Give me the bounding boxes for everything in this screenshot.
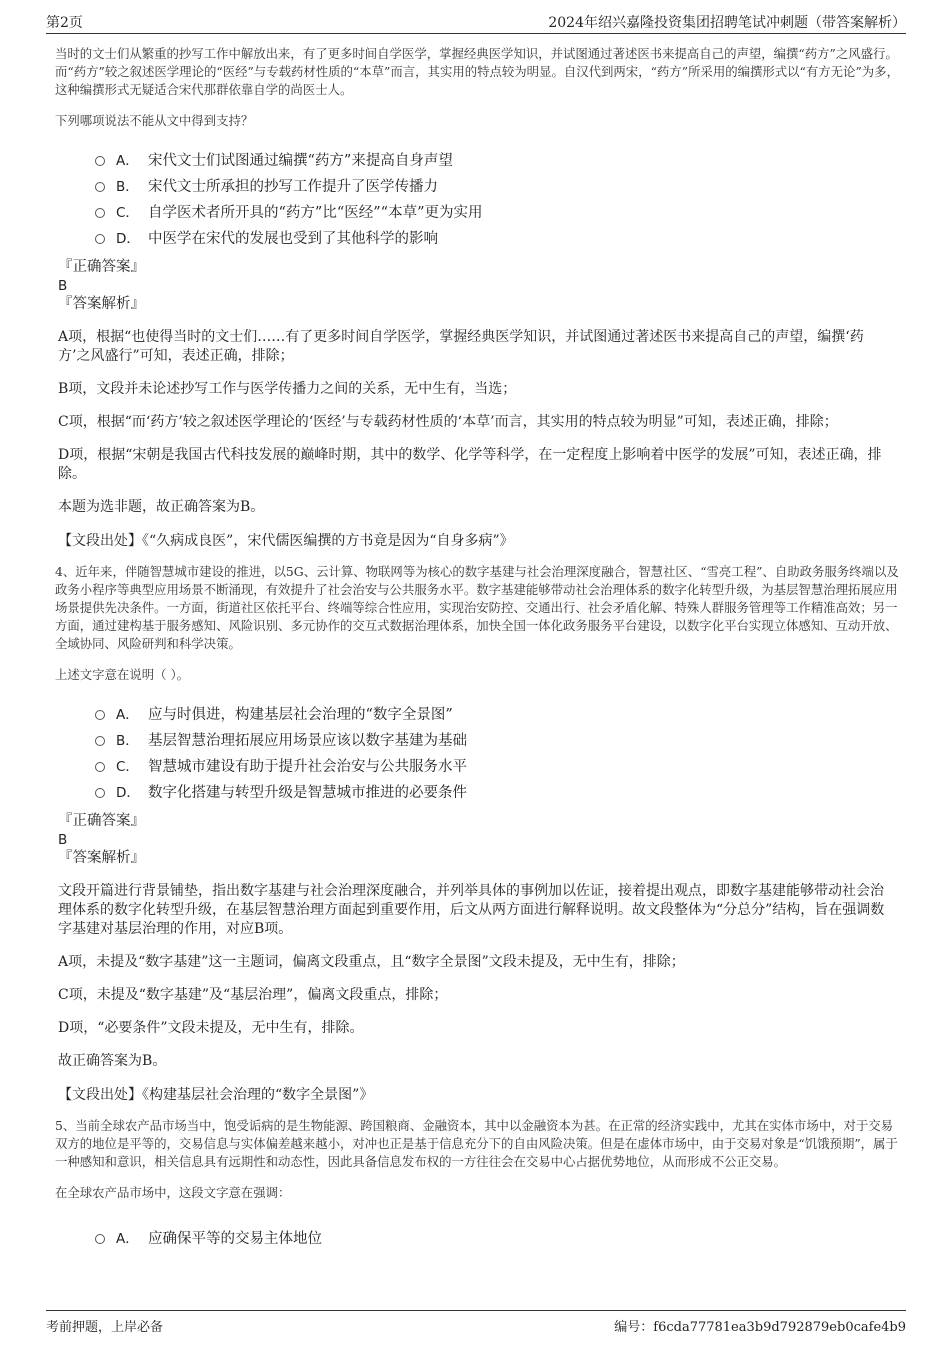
radio-icon[interactable]: [95, 234, 105, 244]
radio-icon[interactable]: [95, 762, 105, 772]
q3-analysis-b: B项，文段并未论述抄写工作与医学传播力之间的关系，无中生有，当选；: [58, 381, 517, 397]
q4-analysis-a: A项，未提及“数字基建”这一主题词，偏离文段重点，且“数字全景图”文段未提及，无中生有，排除；: [58, 954, 685, 970]
page-footer: [0, 1306, 950, 1345]
q4-analysis-main: 文段开篇进行背景铺垫，指出数字基建与社会治理深度融合，并列举具体的事例加以佐证，接着提出观点，即数字基建能够带动社会治理体系的数字化转型升级，在基层智慧治理方面起到重要作用，后文从两方面进行解释说明。故文段整体为“分总分”结构，旨在强调数字基建对基层治理的作用，对应B项。: [58, 883, 885, 937]
q3-question: 下列哪项说法不能从文中得到支持？: [55, 113, 254, 128]
q4-analysis-c: C项，未提及“数字基建”及“基层治理”，偏离文段重点，排除；: [58, 987, 448, 1003]
q3-options: [95, 146, 905, 250]
q3-option-a[interactable]: A． 宋代文士们试图通过编撰“药方”来提高自身声望: [95, 146, 905, 172]
q4-source: 【文段出处】《构建基层社会治理的“数字全景图”》: [58, 1087, 374, 1103]
radio-icon[interactable]: [95, 736, 105, 746]
q3-source: 【文段出处】《“久病成良医”，宋代儒医编撰的方书竟是因为“自身多病”》: [58, 533, 514, 549]
page-header: [0, 0, 950, 38]
radio-icon[interactable]: [95, 1234, 105, 1244]
q4-question: 上述文字意在说明（ ）。: [55, 667, 190, 682]
q4-passage: 4、近年来，伴随智慧城市建设的推进，以5G、云计算、物联网等为核心的数字基建与社会治理深度融合，智慧社区、“雪亮工程”、自助政务服务终端以及政务小程序等典型应用场景不断涌现，有效提升了社会治安与公共服务水平。数字基建能够带动社会治理体系的数字化转型升级，为基层智慧治理拓展应用场景提供先决条件。一方面，街道社区依托平台、终端等综合性应用，实现治安防控、交通出行、社会矛盾化解、特殊人群服务管理等工作精准高效；另一方面，通过建构基于服务感知、风险识别、多元协作的交互式数据治理体系，加快全国一体化政务服务平台建设，以数字化平台实现立体感知、互动开放、全域协同、风险研判和科学决策。: [55, 564, 899, 651]
q4-option-c[interactable]: C． 智慧城市建设有助于提升社会治安与公共服务水平: [95, 752, 905, 778]
q5-option-a[interactable]: A． 应确保平等的交易主体地位: [95, 1224, 905, 1250]
q5-options: [95, 1224, 905, 1250]
q4-analysis-label: 『答案解析』: [58, 850, 145, 866]
radio-icon[interactable]: [95, 788, 105, 798]
q3-correct-answer-label: 『正确答案』: [58, 259, 145, 275]
q3-option-c[interactable]: C． 自学医术者所开具的“药方”比“医经”“本草”更为实用: [95, 198, 905, 224]
document-id: 编号：f6cda77781ea3b9d792879eb0cafe4b9: [614, 1320, 906, 1335]
q3-analysis-conclusion: 本题为选非题，故正确答案为B。: [58, 499, 265, 515]
q3-analysis-label: 『答案解析』: [58, 296, 145, 312]
radio-icon[interactable]: [95, 156, 105, 166]
q3-correct-answer: B: [58, 278, 68, 294]
q3-analysis-a: A项，根据“也使得当时的文士们……有了更多时间自学医学，掌握经典医学知识，并试图通过著述医书来提高自己的声望，编撰‘药方’之风盛行”可知，表述正确，排除；: [58, 329, 864, 364]
document-title: 2024年绍兴嘉隆投资集团招聘笔试冲刺题（带答案解析）: [548, 15, 906, 31]
q4-analysis-conclusion: 故正确答案为B。: [58, 1053, 167, 1069]
radio-icon[interactable]: [95, 208, 105, 218]
q3-analysis-c: C项，根据“而‘药方’较之叙述医学理论的‘医经’与专载药材性质的‘本草’而言，其实用的特点较为明显”可知，表述正确，排除；: [58, 414, 838, 430]
q3-option-d[interactable]: D． 中医学在宋代的发展也受到了其他科学的影响: [95, 224, 905, 250]
q3-analysis-d: D项，根据“宋朝是我国古代科技发展的巅峰时期，其中的数学、化学等科学，在一定程度上影响着中医学的发展”可知，表述正确，排除。: [58, 447, 882, 482]
q3-option-b[interactable]: B． 宋代文士所承担的抄写工作提升了医学传播力: [95, 172, 905, 198]
document-body: [55, 45, 905, 1258]
q4-options: [95, 700, 905, 804]
q4-correct-answer-label: 『正确答案』: [58, 813, 145, 829]
page-number: 第2页: [46, 15, 83, 31]
q5-question: 在全球农产品市场中，这段文字意在强调：: [55, 1185, 291, 1200]
q4-option-a[interactable]: A． 应与时俱进，构建基层社会治理的“数字全景图”: [95, 700, 905, 726]
radio-icon[interactable]: [95, 710, 105, 720]
q3-passage: 当时的文士们从繁重的抄写工作中解放出来，有了更多时间自学医学，掌握经典医学知识，并试图通过著述医书来提高自己的声望，编撰“药方”之风盛行。而“药方”较之叙述医学理论的“医经”与专载药材性质的“本草”而言，其实用的特点较为明显。自汉代到两宋，“药方”所采用的编撰形式以“有方无论”为多，这种编撰形式无疑适合宋代那群依靠自学的尚医士人。: [55, 46, 899, 97]
q4-analysis-d: D项，“必要条件”文段未提及，无中生有，排除。: [58, 1020, 364, 1036]
q4-correct-answer: B: [58, 832, 68, 848]
q5-passage: 5、当前全球农产品市场当中，饱受诟病的是生物能源、跨国粮商、金融资本，其中以金融资本为甚。在正常的经济实践中，尤其在实体市场中，对于交易双方的地位是平等的，交易信息与实体偏差越来越小，对冲也正是基于信息充分下的自由风险决策。但是在虚体市场中，由于交易对象是“饥饿预期”，属于一种感知和意识，相关信息具有远期性和动态性，因此具备信息发布权的一方往往会在交易中心占据优势地位，从而形成不公正交易。: [55, 1118, 898, 1169]
footer-divider: [46, 1310, 906, 1311]
footer-slogan: 考前押题，上岸必备: [46, 1320, 164, 1335]
q4-option-b[interactable]: B． 基层智慧治理拓展应用场景应该以数字基建为基础: [95, 726, 905, 752]
radio-icon[interactable]: [95, 182, 105, 192]
q4-option-d[interactable]: D． 数字化搭建与转型升级是智慧城市推进的必要条件: [95, 778, 905, 804]
header-divider: [46, 33, 906, 34]
